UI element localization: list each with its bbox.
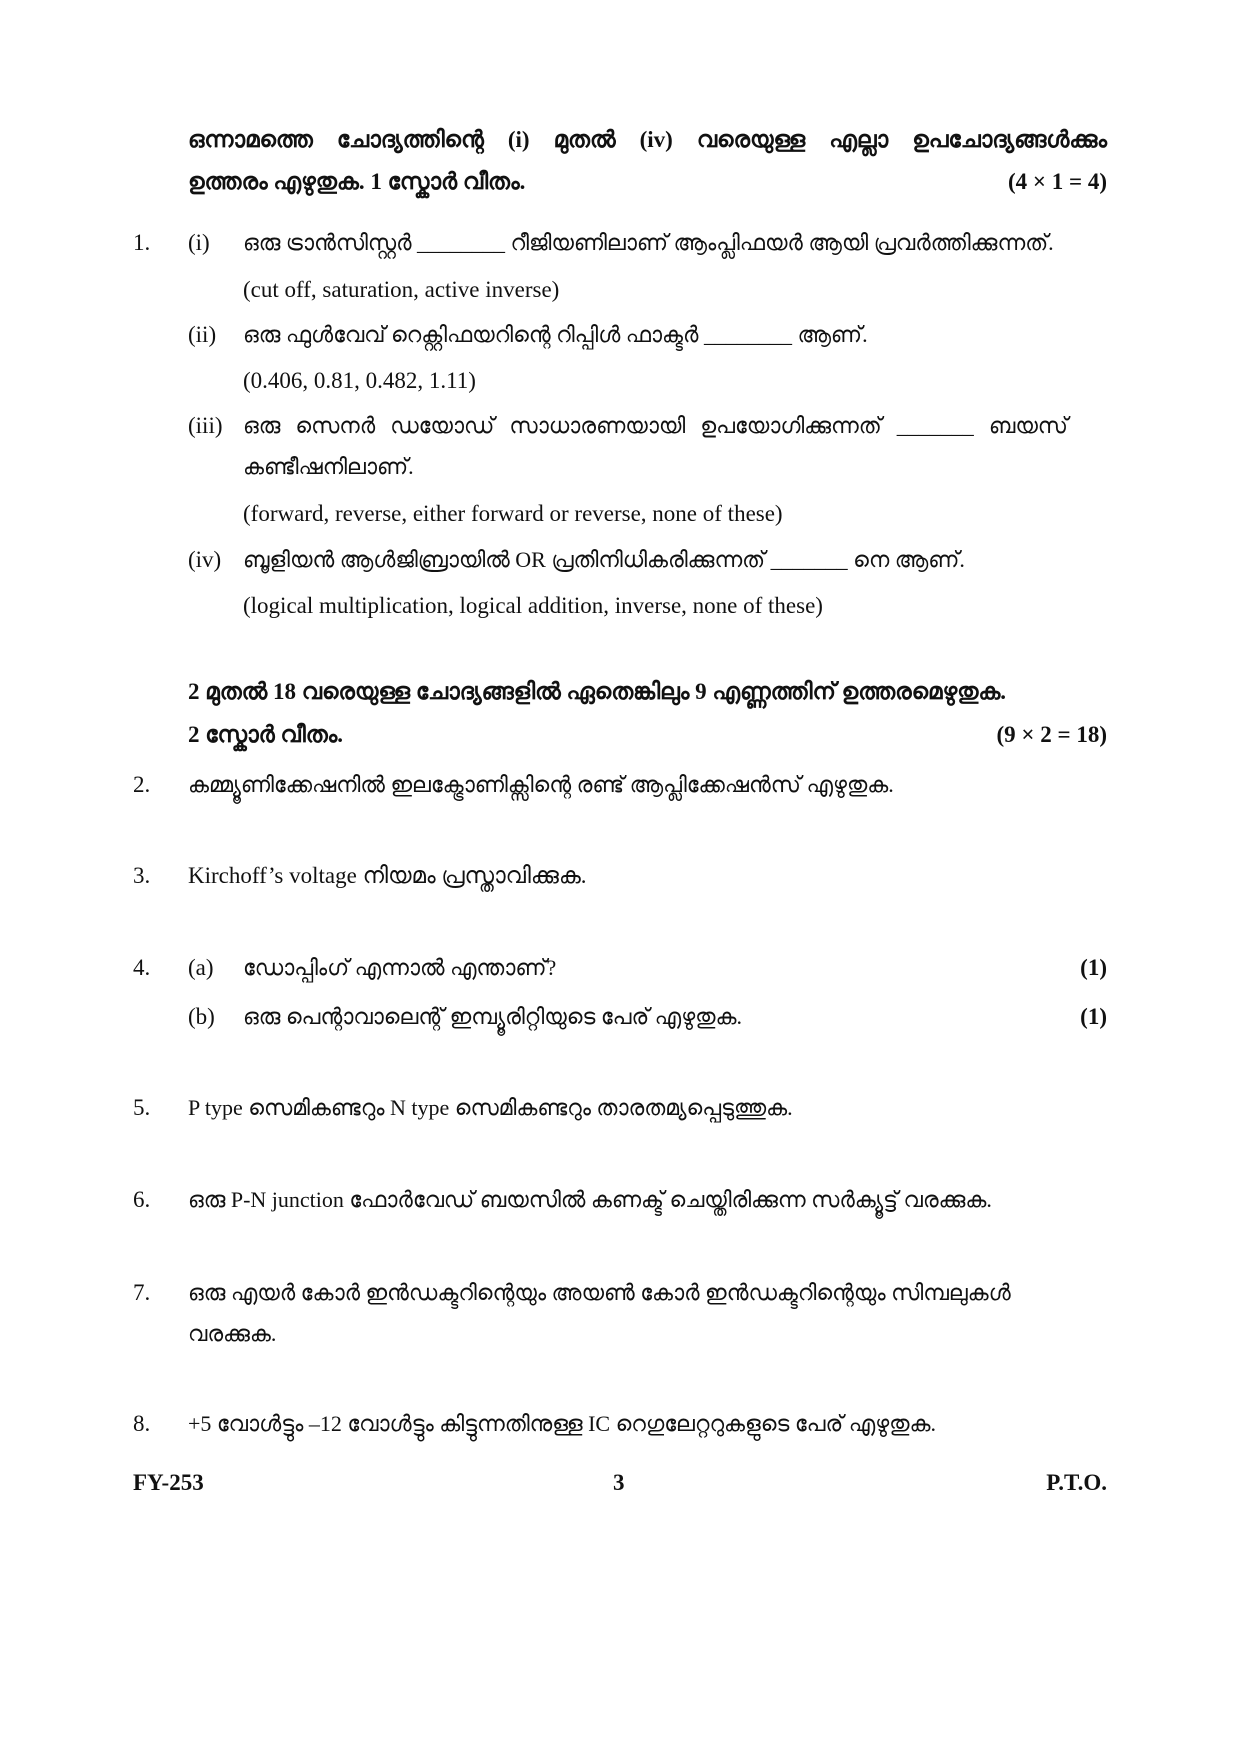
question-number-5: 5.: [133, 1095, 151, 1120]
question-7-text: ഒരു എയർ കോർ ഇൻഡക്ടറിന്റെയും അയൺ കോർ ഇൻഡക്ടറിന്റെയും സിമ്പലുകൾ: [188, 1280, 1011, 1305]
section1-instruction-line1: ഒന്നാമത്തെ ചോദ്യത്തിന്റെ (i) മുതൽ (iv) വരെയുള്ള എല്ലാ ഉപചോദ്യങ്ങൾക്കും: [188, 127, 1107, 152]
question-number-3: 3.: [133, 863, 151, 888]
q1-item-i-label: (i): [188, 230, 210, 255]
section2-instruction-line2: 2 സ്കോർ വീതം.: [188, 722, 344, 747]
question-8-text: +5 വോൾട്ടും –12 വോൾട്ടും കിട്ടുന്നതിനുള്ള IC റെഗുലേറ്ററുകളുടെ പേര് എഴുതുക.: [188, 1411, 937, 1436]
q1-item-iv-text: ബൂളിയൻ ആൾജിബ്രായിൽ OR പ്രതിനിധികരിക്കുന്നത് _______ നെ ആണ്.: [243, 547, 965, 572]
q1-item-iv-label: (iv): [188, 547, 222, 572]
question-3-text: Kirchoff’s voltage നിയമം പ്രസ്താവിക്കുക.: [188, 863, 587, 888]
page-number: 3: [613, 1470, 625, 1495]
question-2-text: കമ്മ്യൂണിക്കേഷനിൽ ഇലക്ട്രോണിക്സിന്റെ രണ്ട് ആപ്ലിക്കേഷൻസ് എഴുതുക.: [188, 772, 894, 797]
q1-item-iv-options: (logical multiplication, logical addition, inverse, none of these): [243, 593, 823, 618]
q1-item-iii-label: (iii): [188, 413, 223, 438]
q1-item-i-options: (cut off, saturation, active inverse): [243, 277, 560, 302]
question-7-text-cont: വരക്കുക.: [188, 1321, 277, 1346]
q1-item-iii-text: ഒരു സെനർ ഡയോഡ് സാധാരണയായി ഉപയോഗിക്കുന്നത് _______ ബയസ്: [243, 413, 1068, 438]
question-number-7: 7.: [133, 1280, 151, 1305]
question-number-1: 1.: [133, 230, 151, 255]
question-number-8: 8.: [133, 1411, 151, 1436]
q4-part-b-text: ഒരു പെന്റാവാലെന്റ് ഇമ്പ്യൂരിറ്റിയുടെ പേര് എഴുതുക.: [243, 1004, 742, 1029]
q1-item-i-text: ഒരു ട്രാൻസിസ്റ്റർ ________ റീജിയണിലാണ് ആംപ്ലിഫയർ ആയി പ്രവർത്തിക്കുന്നത്.: [243, 230, 1054, 255]
section1-marks: (4 × 1 = 4): [1007, 169, 1107, 194]
q4-part-a-label: (a): [188, 955, 214, 980]
section2-instruction-line1: 2 മുതൽ 18 വരെയുള്ള ചോദ്യങ്ങളിൽ ഏതെങ്കിലും 9 എണ്ണത്തിന് ഉത്തരമെഴുതുക.: [188, 679, 1007, 704]
question-number-4: 4.: [133, 955, 151, 980]
q1-item-ii-label: (ii): [188, 322, 217, 347]
q1-item-iii-text-cont: കണ്ടീഷനിലാണ്.: [243, 454, 414, 479]
question-number-2: 2.: [133, 772, 151, 797]
q1-item-iii-options: (forward, reverse, either forward or reverse, none of these): [243, 501, 783, 526]
q4-part-a-marks: (1): [1080, 955, 1107, 980]
please-turn-over: P.T.O.: [1046, 1470, 1107, 1495]
question-6-text: ഒരു P-N junction ഫോർവേഡ് ബയസിൽ കണക്ട് ചെയ്തിരിക്കുന്ന സർക്യൂട്ട് വരക്കുക.: [188, 1187, 992, 1212]
q4-part-b-label: (b): [188, 1004, 215, 1029]
q1-item-ii-text: ഒരു ഫുൾവേവ് റെക്റ്റിഫയറിന്റെ റിപ്പിൾ ഫാക്ടർ ________ ആണ്.: [243, 322, 868, 347]
q1-item-ii-options: (0.406, 0.81, 0.482, 1.11): [243, 368, 476, 393]
section1-instruction-line2: ഉത്തരം എഴുതുക. 1 സ്കോർ വീതം.: [188, 169, 526, 194]
q4-part-b-marks: (1): [1080, 1004, 1107, 1029]
question-5-text: P type സെമികണ്ടറും N type സെമികണ്ടറും താരതമ്യപ്പെടുത്തുക.: [188, 1095, 793, 1120]
paper-code: FY-253: [133, 1470, 204, 1495]
q4-part-a-text: ഡോപ്പിംഗ് എന്നാൽ എന്താണ്?: [243, 955, 557, 980]
section2-marks: (9 × 2 = 18): [996, 722, 1107, 747]
question-number-6: 6.: [133, 1187, 151, 1212]
